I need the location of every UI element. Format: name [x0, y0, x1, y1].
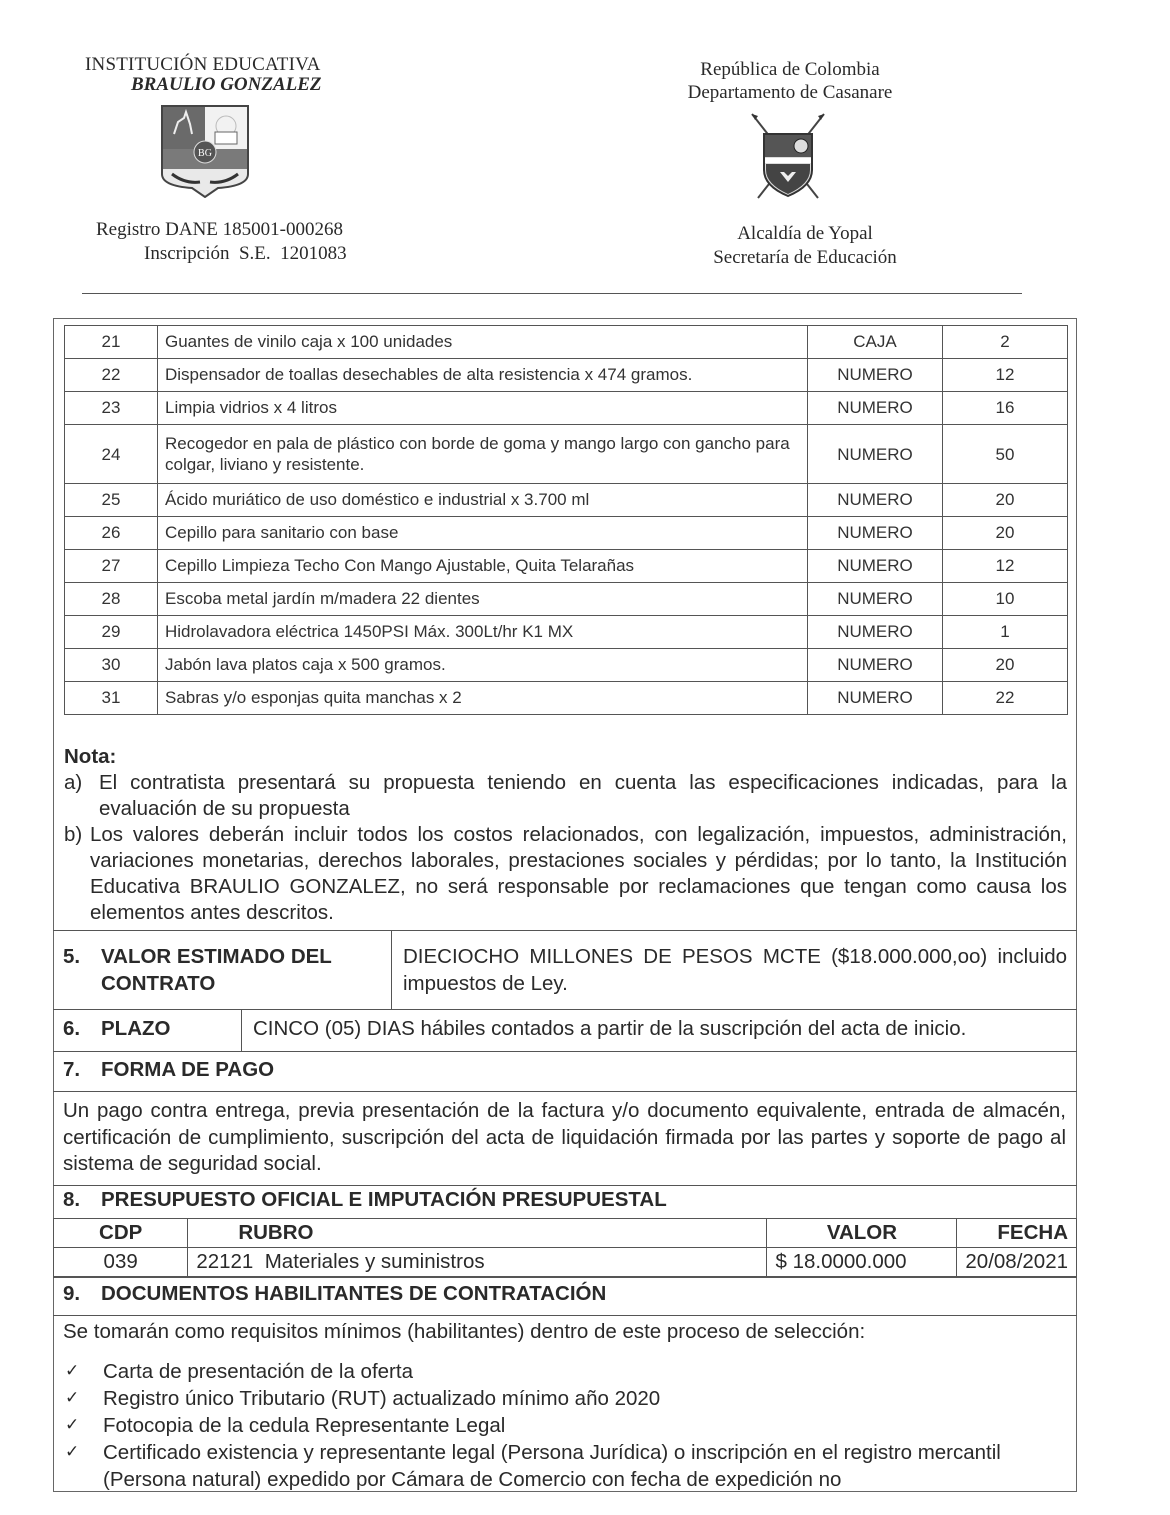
nota-label-a: a): [64, 771, 83, 794]
fecha-value: 20/08/2021: [957, 1248, 1077, 1277]
section-documentos-header: [53, 1277, 1077, 1315]
table-row: [65, 649, 1068, 682]
requirements-list: [63, 1358, 1063, 1493]
header-valor: VALOR: [767, 1219, 957, 1248]
items-table: [64, 325, 1068, 715]
item-quantity: 20: [943, 484, 1068, 517]
column-divider: [391, 931, 392, 1009]
item-quantity: 16: [943, 392, 1068, 425]
municipal-header: [680, 222, 930, 270]
item-number: 30: [65, 649, 158, 682]
section-6-number: 6.: [63, 1017, 81, 1040]
table-row: [65, 616, 1068, 649]
registration-block: [96, 218, 347, 266]
section-5-title-line1: VALOR ESTIMADO DEL: [101, 945, 332, 968]
item-description: Escoba metal jardín m/madera 22 dientes: [158, 583, 808, 616]
table-row: [65, 517, 1068, 550]
secretariat-name: Secretaría de Educación: [713, 247, 897, 268]
section-7-title-text: FORMA DE PAGO: [101, 1058, 275, 1081]
item-description: Limpia vidrios x 4 litros: [158, 392, 808, 425]
item-unit: NUMERO: [808, 392, 943, 425]
item-number: 28: [65, 583, 158, 616]
item-quantity: 20: [943, 517, 1068, 550]
section-8-title: [63, 1188, 667, 1212]
nota-item-b: [64, 822, 1067, 926]
section-presupuesto-header: [53, 1185, 1077, 1218]
item-quantity: 20: [943, 649, 1068, 682]
section-9-title-text: DOCUMENTOS HABILITANTES DE CONTRATACIÓN: [101, 1282, 607, 1305]
inscripcion-se: Inscripción S.E. 1201083: [144, 243, 347, 264]
section-documentos-body: [53, 1315, 1077, 1492]
nota-item-a: [64, 770, 1067, 822]
item-unit: NUMERO: [808, 517, 943, 550]
column-divider: [241, 1010, 242, 1052]
item-quantity: 50: [943, 425, 1068, 484]
item-quantity: 12: [943, 359, 1068, 392]
table-row: [65, 359, 1068, 392]
item-unit: NUMERO: [808, 616, 943, 649]
item-unit: NUMERO: [808, 484, 943, 517]
header-cdp: CDP: [54, 1219, 188, 1248]
item-number: 29: [65, 616, 158, 649]
header-fecha: FECHA: [957, 1219, 1077, 1248]
section-6-title: [63, 1017, 170, 1041]
header-rubro: RUBRO: [188, 1219, 767, 1248]
svg-text:BG: BG: [198, 148, 212, 159]
item-number: 31: [65, 682, 158, 715]
budget-data-row: [54, 1248, 1077, 1277]
item-description: Dispensador de toallas desechables de alta resistencia x 474 gramos.: [158, 359, 808, 392]
list-item: [63, 1439, 1063, 1493]
nota-label-b: b): [64, 823, 83, 846]
table-row: [65, 392, 1068, 425]
municipality-name: Alcaldía de Yopal: [737, 223, 873, 244]
budget-table: [53, 1218, 1077, 1277]
section-9-title: [63, 1282, 606, 1306]
table-row: [65, 326, 1068, 359]
item-unit: NUMERO: [808, 682, 943, 715]
item-quantity: 22: [943, 682, 1068, 715]
list-item: [63, 1385, 1063, 1412]
checkmark-icon: ✓: [65, 1415, 80, 1435]
section-7-number: 7.: [63, 1058, 81, 1081]
item-number: 24: [65, 425, 158, 484]
item-unit: NUMERO: [808, 550, 943, 583]
section-8-number: 8.: [63, 1188, 81, 1211]
table-row: [65, 484, 1068, 517]
section-9-number: 9.: [63, 1282, 81, 1305]
section-forma-de-pago-header: [53, 1051, 1077, 1091]
item-quantity: 10: [943, 583, 1068, 616]
item-number: 23: [65, 392, 158, 425]
institution-name: [85, 54, 355, 96]
table-row: [65, 682, 1068, 715]
table-row: [65, 425, 1068, 484]
requirement-text: Certificado existencia y representante legal (Persona Jurídica) o inscripción en el registro mercantil (Persona natural) expedido por Cámara de Comercio con fecha de expedición no: [103, 1441, 1001, 1491]
section-6-title-text: PLAZO: [101, 1017, 171, 1040]
item-unit: NUMERO: [808, 359, 943, 392]
valor-value: $ 18.0000.000: [767, 1248, 957, 1277]
item-number: 21: [65, 326, 158, 359]
table-row: [65, 550, 1068, 583]
item-description: Recogedor en pala de plástico con borde de goma y mango largo con gancho para colgar, liviano y resistente.: [158, 425, 808, 484]
cdp-value: 039: [54, 1248, 188, 1277]
item-description: Jabón lava platos caja x 500 gramos.: [158, 649, 808, 682]
item-description: Ácido muriático de uso doméstico e industrial x 3.700 ml: [158, 484, 808, 517]
nota-text-a: El contratista presentará su propuesta teniendo en cuenta las especificaciones indicadas, para la evaluación de su propuesta: [99, 771, 1067, 820]
nota-section: [64, 744, 1067, 926]
nota-title: Nota:: [64, 745, 117, 768]
item-number: 22: [65, 359, 158, 392]
item-description: Hidrolavadora eléctrica 1450PSI Máx. 300Lt/hr K1 MX: [158, 616, 808, 649]
school-crest-logo: [160, 104, 250, 198]
section-7-title: [63, 1058, 274, 1082]
section-5-title: [63, 943, 383, 997]
nota-text-b: Los valores deberán incluir todos los costos relacionados, con legalización, impuestos, administración, variaciones monetarias, derechos laborales, prestaciones sociales y pérdidas; por lo tanto, la Institución Educativa BRAULIO GONZALEZ, no será responsable por reclamaciones que tengan como causa los elementos antes descritos.: [90, 823, 1067, 924]
list-item: [63, 1412, 1063, 1439]
department-name: Departamento de Casanare: [687, 82, 893, 103]
section-5-value: DIECIOCHO MILLONES DE PESOS MCTE ($18.000.000,oo) incluido impuestos de Ley.: [403, 945, 1067, 995]
item-number: 27: [65, 550, 158, 583]
section-5-title-line2: CONTRATO: [101, 972, 216, 995]
section-7-value: Un pago contra entrega, previa presentación de la factura y/o documento equivalente, entrada de almacén, certificación de cumplimiento, suscripción del acta de liquidación firmada por las partes y soporte de pago al sistema de seguridad social.: [63, 1099, 1066, 1175]
section-valor-estimado: [53, 930, 1077, 1009]
checkmark-icon: ✓: [65, 1361, 80, 1381]
requirement-text: Carta de presentación de la oferta: [103, 1360, 413, 1383]
header-divider: [82, 293, 1022, 294]
item-quantity: 1: [943, 616, 1068, 649]
registro-dane: Registro DANE 185001-000268: [96, 219, 343, 240]
item-description: Guantes de vinilo caja x 100 unidades: [158, 326, 808, 359]
item-number: 25: [65, 484, 158, 517]
item-description: Cepillo Limpieza Techo Con Mango Ajustable, Quita Telarañas: [158, 550, 808, 583]
item-unit: CAJA: [808, 326, 943, 359]
country-name: República de Colombia: [700, 59, 880, 80]
section-9-intro: Se tomarán como requisitos mínimos (habilitantes) dentro de este proceso de selección:: [63, 1320, 866, 1343]
item-description: Cepillo para sanitario con base: [158, 517, 808, 550]
item-quantity: 2: [943, 326, 1068, 359]
government-header: [660, 58, 920, 104]
item-quantity: 12: [943, 550, 1068, 583]
item-unit: NUMERO: [808, 649, 943, 682]
casanare-coat-of-arms-logo: [748, 112, 828, 204]
section-8-title-text: PRESUPUESTO OFICIAL E IMPUTACIÓN PRESUPUESTAL: [101, 1188, 667, 1211]
section-forma-de-pago-body: [53, 1091, 1077, 1185]
list-item: [63, 1358, 1063, 1385]
requirement-text: Registro único Tributario (RUT) actualizado mínimo año 2020: [103, 1387, 661, 1410]
item-unit: NUMERO: [808, 425, 943, 484]
item-description: Sabras y/o esponjas quita manchas x 2: [158, 682, 808, 715]
institution-line2: BRAULIO GONZALEZ: [131, 74, 322, 95]
requirement-text: Fotocopia de la cedula Representante Legal: [103, 1414, 506, 1437]
item-unit: NUMERO: [808, 583, 943, 616]
checkmark-icon: ✓: [65, 1388, 80, 1408]
rubro-value: 22121 Materiales y suministros: [188, 1248, 767, 1277]
section-6-value: CINCO (05) DIAS hábiles contados a partir de la suscripción del acta de inicio.: [253, 1017, 967, 1040]
institution-line1: INSTITUCIÓN EDUCATIVA: [85, 54, 321, 75]
section-5-number: 5.: [63, 945, 81, 968]
table-row: [65, 583, 1068, 616]
checkmark-icon: ✓: [65, 1442, 80, 1462]
budget-header-row: [54, 1219, 1077, 1248]
section-plazo: [53, 1009, 1077, 1051]
item-number: 26: [65, 517, 158, 550]
